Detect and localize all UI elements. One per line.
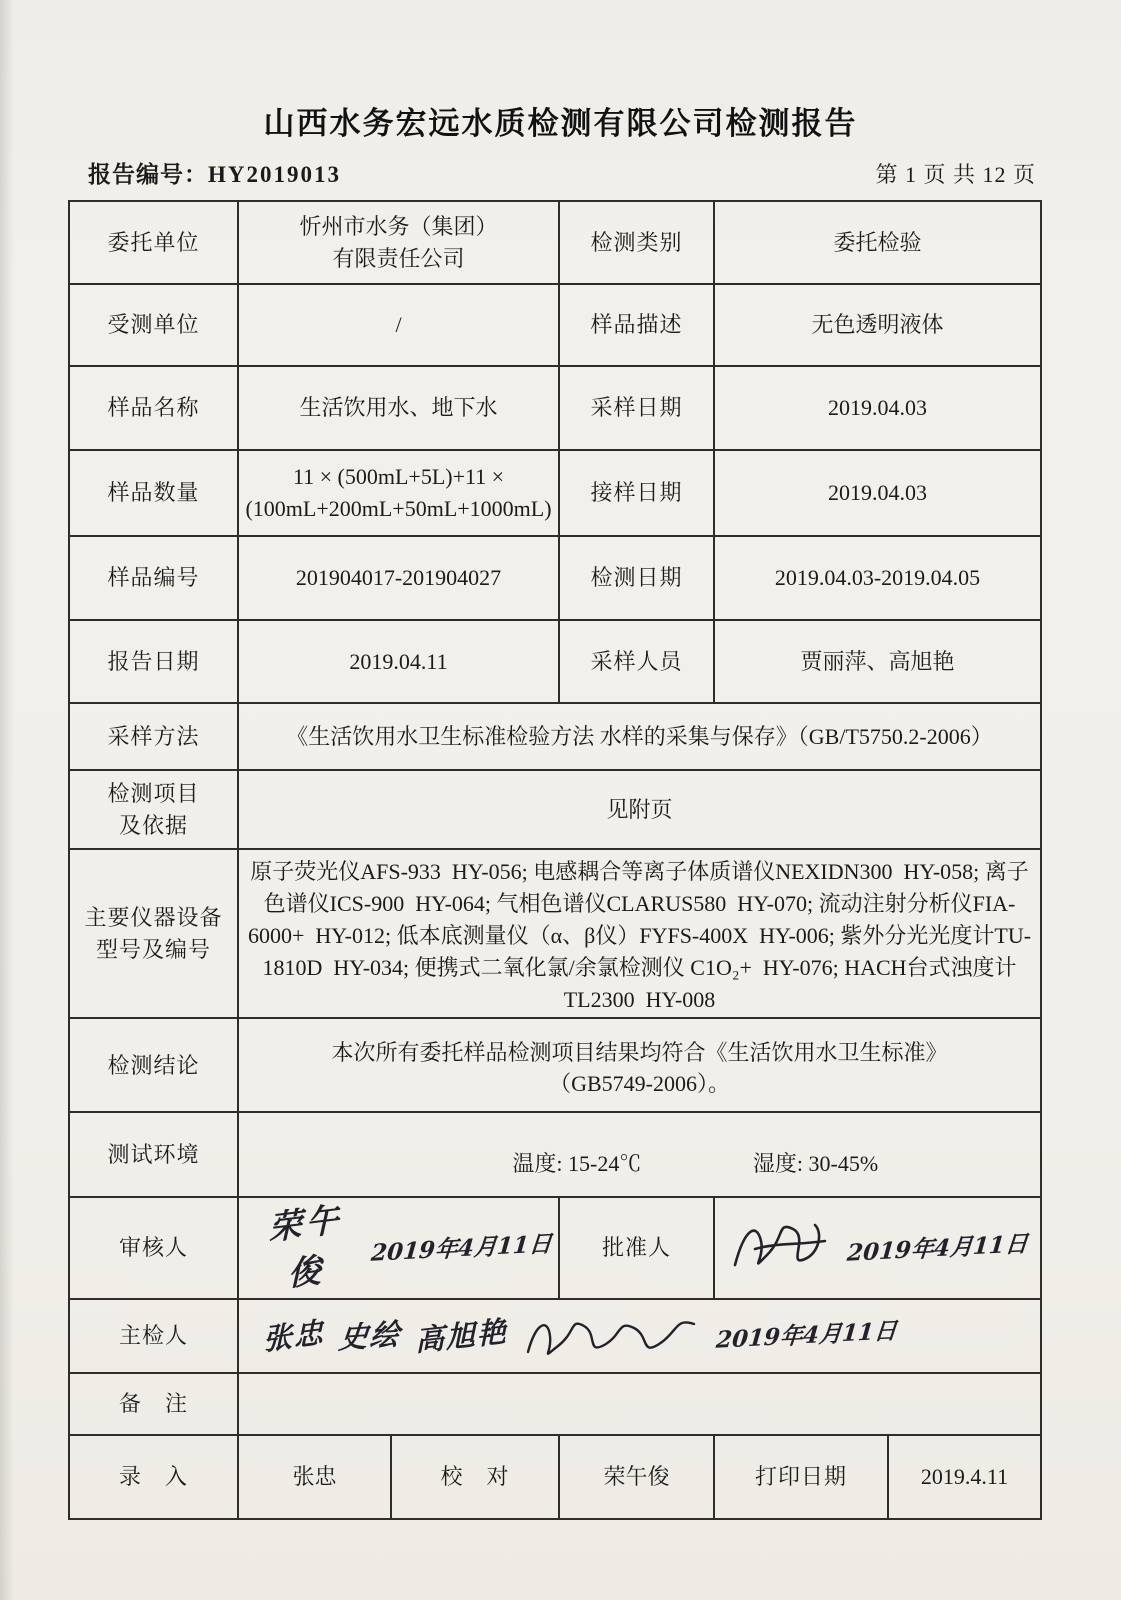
report-number-label: 报告编号： <box>88 161 208 187</box>
main-instruments-value: 原子荧光仪AFS-933 HY-056; 电感耦合等离子体质谱仪NEXIDN300 HY-058; 离子色谱仪ICS-900 HY-064; 气相色谱仪CLARUS580 HY-070; 流动注射分析仪FIA-6000+ HY-012; 低本底测量仪（α、β仪）FYFS-400X HY-006; 紫外分光光度计TU-1810D HY-034; 便携式二氧化氯/余氯检测仪 C1O₂+ HY-076; HACH台式浊度计TL2300 HY-008 <box>238 849 1041 1018</box>
sample-name-value: 生活饮用水、地下水 <box>238 366 559 450</box>
sample-number-label: 样品编号 <box>69 536 238 620</box>
report-meta-row <box>88 156 1036 189</box>
test-date-label: 检测日期 <box>559 536 714 620</box>
reviewer-label: 审核人 <box>69 1197 238 1299</box>
sampling-method-label: 采样方法 <box>69 703 238 770</box>
main-instruments-label: 主要仪器设备 型号及编号 <box>69 849 238 1018</box>
tested-unit-value: / <box>238 284 559 366</box>
chief-signature-scribble <box>522 1308 702 1364</box>
report-number <box>88 156 341 189</box>
reviewer-signature-date: 2019年4月11日 <box>369 1229 554 1267</box>
approver-signature-date: 2019年4月11日 <box>845 1229 1030 1267</box>
proofread-label: 校 对 <box>391 1435 559 1519</box>
report-table <box>68 200 1042 1520</box>
page-indicator: 第 1 页 共 12 页 <box>875 162 1036 187</box>
test-environment-label: 测试环境 <box>69 1112 238 1197</box>
remarks-value <box>238 1373 1041 1435</box>
sampling-method-value: 《生活饮用水卫生标准检验方法 水样的采集与保存》（GB/T5750.2-2006） <box>238 703 1041 770</box>
approver-signature-scribble <box>727 1215 837 1281</box>
chief-inspector-signatures-cell <box>238 1299 1041 1373</box>
sampling-staff-value: 贾丽萍、高旭艳 <box>714 620 1041 703</box>
chief-signature-date: 2019年4月11日 <box>714 1317 899 1355</box>
chief-signature-3: 高旭艳 <box>414 1314 509 1359</box>
sample-quantity-label: 样品数量 <box>69 450 238 536</box>
table-row <box>69 1435 1041 1519</box>
table-row <box>69 1018 1041 1112</box>
table-row <box>69 536 1041 620</box>
humidity-value: 湿度: 30-45% <box>752 1151 879 1176</box>
entry-by-value: 张忠 <box>238 1435 391 1519</box>
receipt-date-value: 2019.04.03 <box>714 450 1041 536</box>
tested-unit-label: 受测单位 <box>69 284 238 366</box>
test-category-value: 委托检验 <box>714 201 1041 284</box>
table-row <box>69 703 1041 770</box>
chief-signature-1: 张忠 <box>262 1315 326 1357</box>
chief-signature-2: 史绘 <box>337 1316 403 1356</box>
client-unit-value: 忻州市水务（集团） 有限责任公司 <box>238 201 559 284</box>
test-environment-value <box>238 1112 1041 1197</box>
table-row <box>69 284 1041 366</box>
report-date-value: 2019.04.11 <box>238 620 559 703</box>
test-conclusion-value: 本次所有委托样品检测项目结果均符合《生活饮用水卫生标准》 （GB5749-2006）。 <box>238 1018 1041 1112</box>
report-number-value: HY2019013 <box>208 162 341 187</box>
table-row <box>69 366 1041 450</box>
test-items-basis-value: 见附页 <box>238 770 1041 849</box>
sampling-date-value: 2019.04.03 <box>714 366 1041 450</box>
proofread-by-value: 荣午俊 <box>559 1435 714 1519</box>
table-row <box>69 1112 1041 1197</box>
table-row <box>69 450 1041 536</box>
receipt-date-label: 接样日期 <box>559 450 714 536</box>
report-date-label: 报告日期 <box>69 620 238 703</box>
test-items-basis-label: 检测项目 及依据 <box>69 770 238 849</box>
table-row <box>69 201 1041 284</box>
table-row <box>69 620 1041 703</box>
reviewer-signature: 荣午俊 <box>268 1199 343 1294</box>
temperature-value: 温度: 15-24℃ <box>512 1151 642 1176</box>
remarks-label: 备 注 <box>69 1373 238 1435</box>
table-row <box>69 1373 1041 1435</box>
table-row <box>69 1197 1041 1299</box>
entry-label: 录 入 <box>69 1435 238 1519</box>
table-row <box>69 849 1041 1018</box>
reviewer-signature-cell <box>238 1197 559 1299</box>
test-category-label: 检测类别 <box>559 201 714 284</box>
test-conclusion-label: 检测结论 <box>69 1018 238 1112</box>
sample-number-value: 201904017-201904027 <box>238 536 559 620</box>
approver-signature-cell <box>714 1197 1041 1299</box>
sample-quantity-value: 11 × (500mL+5L)+11 × (100mL+200mL+50mL+1000mL) <box>238 450 559 536</box>
sampling-date-label: 采样日期 <box>559 366 714 450</box>
approver-label: 批准人 <box>559 1197 714 1299</box>
sample-description-value: 无色透明液体 <box>714 284 1041 366</box>
report-title: 山西水务宏远水质检测有限公司检测报告 <box>263 106 858 141</box>
print-date-label: 打印日期 <box>714 1435 888 1519</box>
table-row <box>69 770 1041 849</box>
chief-inspector-label: 主检人 <box>69 1299 238 1373</box>
table-row <box>69 1299 1041 1373</box>
client-unit-label: 委托单位 <box>69 201 238 284</box>
test-date-value: 2019.04.03-2019.04.05 <box>714 536 1041 620</box>
sample-name-label: 样品名称 <box>69 366 238 450</box>
print-date-value: 2019.4.11 <box>888 1435 1041 1519</box>
sample-description-label: 样品描述 <box>559 284 714 366</box>
sampling-staff-label: 采样人员 <box>559 620 714 703</box>
